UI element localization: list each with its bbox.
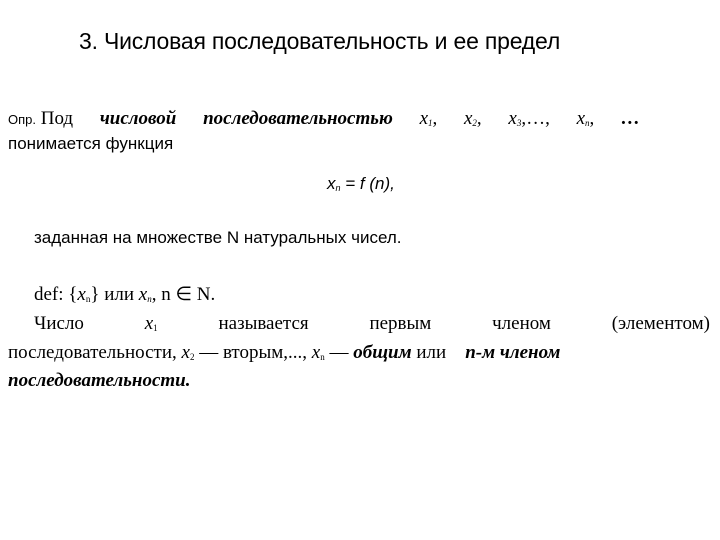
- given-line: заданная на множестве N натуральных чисел.: [34, 228, 402, 247]
- x2-item: $x_2$,: [463, 108, 482, 129]
- word-pervym: первым: [369, 313, 432, 334]
- page-title: 3. Числовая последовательность и ее предел: [79, 28, 561, 54]
- ellipsis-end: …: [621, 108, 640, 129]
- xn-item: $x_n$,: [576, 108, 595, 129]
- member-line-2: последовательности, $x_2$ — вторым,..., $x_n$ — общим или n-м членом: [8, 342, 561, 363]
- definition-line: [8, 108, 640, 130]
- opr-label: Опр.: [8, 112, 36, 127]
- x1-symbol: $x_1$: [144, 313, 158, 334]
- n-chlenom-term: n-м членом: [465, 342, 561, 363]
- word-chislo: Число: [34, 313, 84, 334]
- x3-item: $x_3,\dots$,: [508, 108, 550, 129]
- term-word-2: последовательностью: [203, 108, 393, 129]
- definition-line-2: понимается функция: [8, 134, 174, 153]
- term-word-1: числовой: [99, 108, 177, 129]
- word-elementom: (элементом): [611, 313, 710, 334]
- pod-word: Под: [40, 108, 74, 129]
- obshchim-term: общим: [353, 342, 412, 363]
- x1-item: $x_1$,: [419, 108, 438, 129]
- formula: $x_n = f$ (n),: [327, 174, 395, 193]
- member-line-3: последовательности.: [8, 370, 191, 391]
- member-line-1: [34, 313, 710, 335]
- word-nazyvaetsya: называется: [218, 313, 309, 334]
- word-chlenom: членом: [492, 313, 551, 334]
- def-notation: def: $\{x_n\}$ или $x_n$, n ∈ N.: [34, 284, 216, 305]
- definition-start: [8, 108, 73, 130]
